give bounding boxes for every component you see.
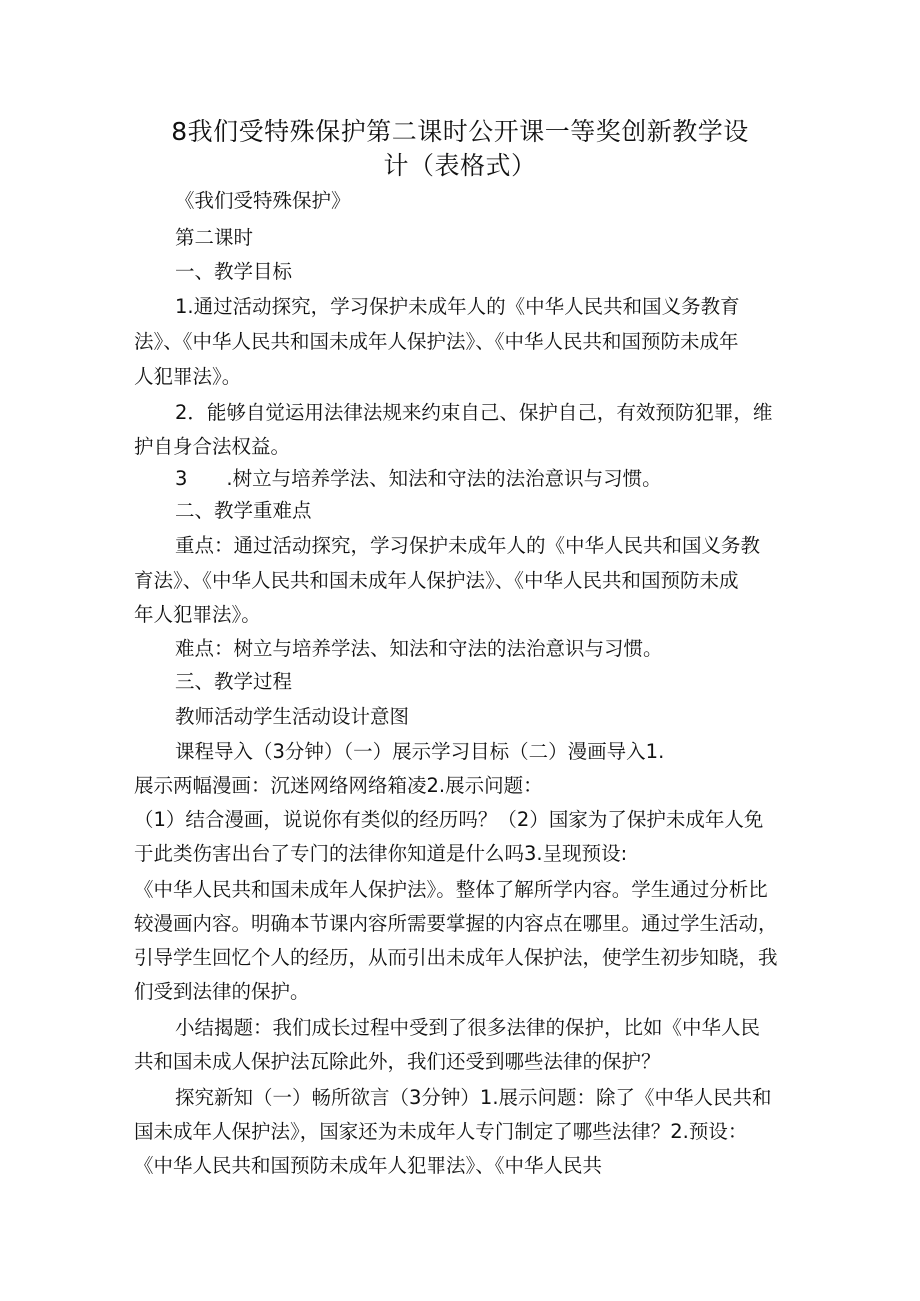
paragraph-line: 育法》、《中华人民共和国未成年人保护法》、《中华人民共和国预防未成 xyxy=(134,569,739,592)
section-heading-key-points: 二、教学重难点 xyxy=(175,499,312,522)
paragraph-line: （1）结合漫画，说说你有类似的经历吗？（2）国家为了保护未成年人免 xyxy=(134,808,764,831)
paragraph-line: 引导学生回忆个人的经历，从而引出未成年人保护法，使学生初步知晓，我 xyxy=(134,946,778,969)
paragraph-line: 人犯罪法》。 xyxy=(134,365,242,388)
table-header-line: 教师活动学生活动设计意图 xyxy=(175,705,410,728)
paragraph-line: 法》、《中华人民共和国未成年人保护法》、《中华人民共和国预防未成年 xyxy=(134,330,739,353)
paragraph-line: 展示两幅漫画：沉迷网络网络箱凌2.展示问题： xyxy=(134,774,543,797)
paragraph-line: 课程导入（3分钟）（一）展示学习目标（二）漫画导入1. xyxy=(175,740,665,763)
paragraph-line: 较漫画内容。明确本节课内容所需要掌握的内容点在哪里。通过学生活动， xyxy=(134,912,778,935)
document-title-line-2: 计（表格式） xyxy=(383,151,537,180)
paragraph-line: 年人犯罪法》。 xyxy=(134,603,261,626)
section-heading-process: 三、教学过程 xyxy=(175,670,293,693)
document-title-line-1: 8我们受特殊保护第二课时公开课一等奖创新教学设 xyxy=(171,117,749,146)
paragraph-line: 护自身合法权益。 xyxy=(134,435,291,458)
paragraph-line: 共和国未成人保护法瓦除此外，我们还受到哪些法律的保护？ xyxy=(134,1050,661,1073)
paragraph-line: 难点：树立与培养学法、知法和守法的法治意识与习惯。 xyxy=(175,637,663,660)
paragraph-line: 2．能够自觉运用法律法规来约束自己、保护自己，有效预防犯罪，维 xyxy=(175,401,773,424)
paragraph-line: 小结揭题：我们成长过程中受到了很多法律的保护，比如《中华人民 xyxy=(175,1016,761,1039)
section-heading-objectives: 一、教学目标 xyxy=(175,260,293,283)
paragraph-line: 们受到法律的保护。 xyxy=(134,980,310,1003)
paragraph-line: 于此类伤害出台了专门的法律你知道是什么吗3.呈现预设: xyxy=(134,842,628,865)
paragraph-line: 1.通过活动探究，学习保护未成年人的《中华人民共和国义务教育 xyxy=(175,295,740,318)
paragraph-line: 重点：通过活动探究，学习保护未成年人的《中华人民共和国义务教 xyxy=(175,534,761,557)
lesson-period: 第二课时 xyxy=(175,226,254,249)
paragraph-line: 探究新知（一）畅所欲言（3分钟）1.展示问题：除了《中华人民共和 xyxy=(175,1086,772,1109)
paragraph-line: 国未成年人保护法》，国家还为未成年人专门制定了哪些法律？2.预设： xyxy=(134,1120,748,1143)
lesson-name: 《我们受特殊保护》 xyxy=(175,189,351,212)
paragraph-line: 《中华人民共和国未成年人保护法》。整体了解所学内容。学生通过分析比 xyxy=(134,878,768,901)
paragraph-line: 《中华人民共和国预防未成年人犯罪法》、《中华人民共 xyxy=(134,1154,603,1177)
paragraph-line: 3 .树立与培养学法、知法和守法的法治意识与习惯。 xyxy=(175,467,662,490)
